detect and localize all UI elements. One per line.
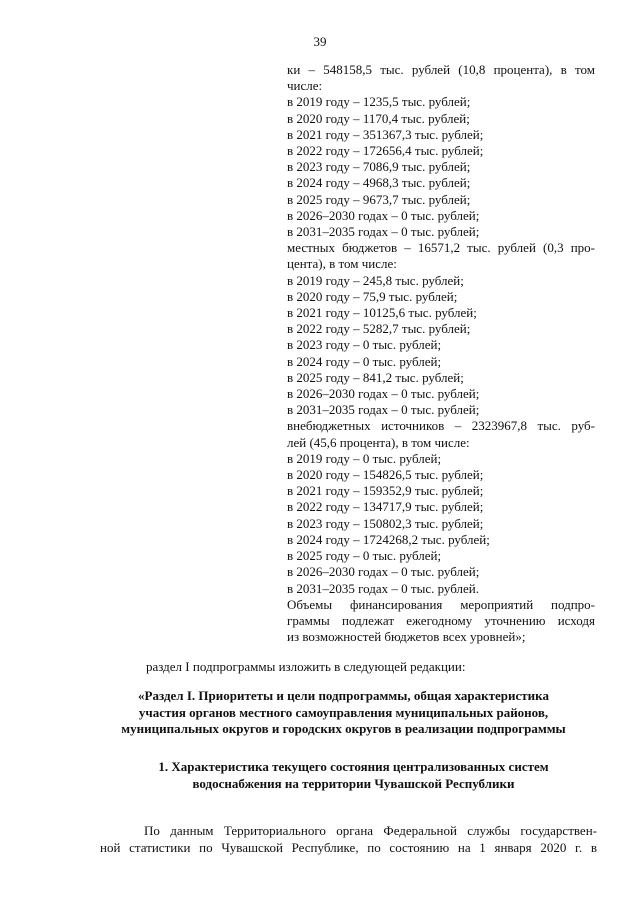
text-line: в 2026–2030 годах – 0 тыс. рублей; (287, 564, 480, 580)
text-line: в 2019 году – 0 тыс. рублей; (287, 450, 442, 466)
text-line: в 2019 году – 245,8 тыс. рублей; (287, 272, 464, 288)
text-line: в 2023 году – 0 тыс. рублей; (287, 337, 442, 353)
text-line: граммы подлежат ежегодному уточнению исходя (287, 612, 595, 628)
subsection-heading (110, 759, 597, 792)
heading-line: 1. Характеристика текущего состояния централизованных систем (158, 759, 549, 774)
text-line: в 2024 году – 1724268,2 тыс. рублей; (287, 531, 490, 547)
text-line: цента), в том числе: (287, 256, 397, 272)
text-line: в 2022 году – 5282,7 тыс. рублей; (287, 321, 471, 337)
text-line: местных бюджетов – 16571,2 тыс. рублей (0,3 про- (287, 240, 595, 256)
text-line: в 2031–2035 годах – 0 тыс. рублей. (287, 580, 480, 596)
text-line: в 2024 году – 0 тыс. рублей; (287, 353, 442, 369)
text-line: Объемы финансирования мероприятий подпро- (287, 596, 595, 612)
text-line: внебюджетных источников – 2323967,8 тыс. руб- (287, 418, 595, 434)
text-line: в 2020 году – 1170,4 тыс. рублей; (287, 110, 470, 126)
text-line: лей (45,6 процента), в том числе: (287, 434, 470, 450)
heading-line: участия органов местного самоуправления муниципальных районов, (138, 704, 549, 720)
text-line: в 2019 году – 1235,5 тыс. рублей; (287, 94, 471, 110)
text-line: в 2025 году – 841,2 тыс. рублей; (287, 369, 464, 385)
section-intro: раздел I подпрограммы изложить в следующей редакции: (146, 659, 466, 674)
section-heading (90, 688, 597, 738)
financing-column (287, 62, 595, 645)
heading-line: водоснабжения на территории Чувашской Республики (192, 775, 515, 791)
text-line: в 2031–2035 годах – 0 тыс. рублей; (287, 224, 480, 240)
paragraph-line: ной статистики по Чувашской Республике, по состоянию на 1 января 2020 г. в (100, 839, 597, 855)
text-line: в 2024 году – 4968,3 тыс. рублей; (287, 175, 471, 191)
text-line: в 2026–2030 годах – 0 тыс. рублей; (287, 386, 480, 402)
text-line: в 2020 году – 154826,5 тыс. рублей; (287, 467, 484, 483)
text-line: из возможностей бюджетов всех уровней»; (287, 629, 526, 645)
text-line: в 2031–2035 годах – 0 тыс. рублей; (287, 402, 480, 418)
text-line: в 2021 году – 351367,3 тыс. рублей; (287, 126, 484, 142)
text-line: в 2025 году – 0 тыс. рублей; (287, 548, 442, 564)
text-line: в 2026–2030 годах – 0 тыс. рублей; (287, 207, 480, 223)
heading-line: муниципальных округов и городских округов в реализации подпрограммы (121, 721, 566, 736)
body-paragraph (100, 823, 597, 856)
text-line: ки – 548158,5 тыс. рублей (10,8 процента), в том (287, 62, 595, 77)
text-line: в 2021 году – 159352,9 тыс. рублей; (287, 483, 484, 499)
heading-line: «Раздел I. Приоритеты и цели подпрограммы, общая характеристика (138, 688, 549, 703)
paragraph-line: По данным Территориального органа Федеральной службы государствен- (144, 823, 597, 838)
text-line: в 2022 году – 134717,9 тыс. рублей; (287, 499, 484, 515)
text-line: в 2025 году – 9673,7 тыс. рублей; (287, 191, 471, 207)
page-number: 39 (313, 34, 327, 49)
text-line: в 2022 году – 172656,4 тыс. рублей; (287, 143, 484, 159)
text-line: в 2023 году – 150802,3 тыс. рублей; (287, 515, 484, 531)
text-line: числе: (287, 78, 323, 94)
text-line: в 2021 году – 10125,6 тыс. рублей; (287, 305, 477, 321)
text-line: в 2023 году – 7086,9 тыс. рублей; (287, 159, 471, 175)
text-line: в 2020 году – 75,9 тыс. рублей; (287, 288, 458, 304)
